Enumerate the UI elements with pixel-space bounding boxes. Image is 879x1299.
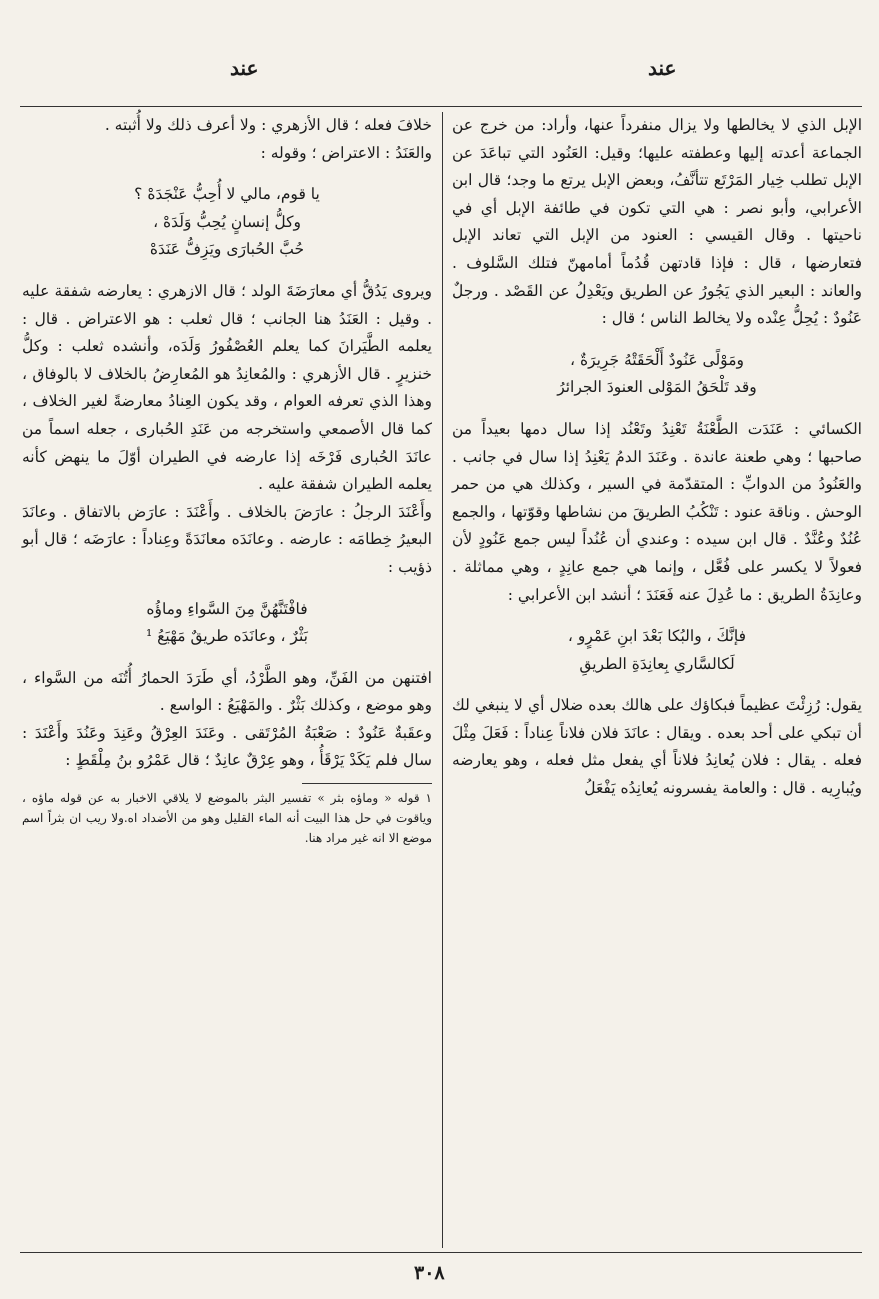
verse-line: يا قوم، مالي لا أُحِبُّ عَنْجَدَهْ ؟: [134, 185, 320, 204]
verse-line: وكلُّ إنسانٍ يُحِبُّ وَلَدَهْ ،: [153, 212, 301, 231]
paragraph: ويروى يَدُقُّ أي معارَضَةَ الولد ؛ قال الازهري : يعارضه شفقة عليه . وقيل : العَنَدُ هنا الجانب ؛ قال ثعلب : هو الاعتراض . قال : يعلمه الطَّيَرانَ كما يعلم العُصْفُورُ وَلَدَه، وأنشده ثعلب : وكلُّ خنزيرٍ . قال الأزهري : والمُعانِدُ هو المُعارِضُ بالخلاف لا بالوفاق ، وهذا الذي تعرفه العوام ، وقد يكون العِنادُ معارضةً لغير الخلاف ، كما قال الأصمعي واستخرجه من عَنَدِ الحُبارى ، جعله اسماً من عانَدَ الحُبارى فَرْخَه إذا عارضه في الطيران أوّلَ ما ينهض كأنه يعلمه الطيران شفقة عليه .: [22, 281, 432, 494]
verse-line: لَكالسَّاري بِعانِدَةِ الطريقِ: [579, 654, 735, 673]
running-header-left: عند: [230, 56, 259, 80]
paragraph: افتنهن من الفَنِّ، وهو الطَّرْدُ، أي طَرَدَ الحمارُ أُتُنَه من السَّواء ، وهو موضع ، وكذلك بَثْرٌ . والمَهْيَعُ : الواسع .: [22, 668, 432, 715]
verse-line: وقد تَلْحَقُ المَوْلى العنودَ الجرائرُ: [557, 378, 757, 397]
verse-line: حُبَّ الحُبارَى ويَزِفُّ عَنَدَهْ: [149, 240, 305, 259]
left-column: [22, 112, 432, 848]
paragraph: وأَعْنَدَ الرجلُ : عارَضَ بالخلاف . وأَعْنَدَ : عارَض بالاتفاق . وعانَدَ البعيرُ خِطامَه : عارضه . وعانَدَه معانَدَةً وعِناداً : عارَضَه ؛ قال أبو ذؤيب :: [22, 502, 432, 576]
paragraph: وعقَبةٌ عَنُودٌ : صَعْبَةُ المُرْتَقى . وعَنَدَ العِرْقُ وعَنِدَ وعَنُدَ وأَعْنَدَ : سال فلم يَكَدْ يَرْقَأُ ، وهو عِرْقٌ عانِدٌ ؛ قال عَمْرُو بنُ مِلْقَطٍ :: [22, 723, 432, 770]
paragraph: يقول: رُزِئْتَ عظيماً فبكاؤك على هالك بعده ضلال أي لا ينبغي لك أن تبكي على أحد بعده . ويقال : عانَدَ فلان فلاناً عِناداً : فَعَلَ مِثْلَ فعله . يقال : فلان يُعانِدُ فلاناً أي يفعل مثل فعله ، وهو يعارضه ويُبارِيه . قال : والعامة يفسرونه يُعانِدُه يَفْعَلُ: [452, 696, 862, 798]
verse-line: ومَوْلًى عَنُودٌ أَلْحَقَتْهُ جَرِيرَةٌ ،: [570, 350, 744, 369]
running-header-right: عند: [648, 56, 677, 80]
footer-rule: [20, 1252, 862, 1253]
column-divider: [442, 112, 443, 1248]
verse-line: بَثْرٌ ، وعانَدَه طريقٌ مَهْيَعُ ¹: [146, 627, 308, 646]
footnote-rule: [302, 783, 432, 784]
page-number: ٣٠٨: [414, 1262, 445, 1284]
paragraph: الإبل الذي لا يخالطها ولا يزال منفرداً عنها، وأراد: من خرج عن الجماعة أعدته إليها وعطفته عليها؛ وقيل: العَنُود التي تباعَدَ عن الإبل تطلب خِيار المَرْتَع تتأنَّفُ، وبعض الإبل يرتع ما وجد؛ قال ابن الأعرابي، وأبو نصر : هي التي تكون في طائفة الإبل أي في ناحيتها . وقال القيسي : العنود من الإبل التي تعاند الإبل فتعارضها ، قال : فإذا قادتهن قُدُماً أمامهنّ فتلك السَّلوف . والعاند : البعير الذي يَجُورُ عن الطريق ويَعْدِلُ عن القَصْد . ورجلٌ عَنُودٌ : يُحِلُّ عِنْده ولا يخالط الناس ؛ قال :: [452, 116, 862, 328]
right-column: [452, 112, 862, 803]
verse-line: فإنَّكَ ، والبُكا بَعْدَ ابنِ عَمْرٍو ،: [567, 627, 747, 646]
verse-line: فافْتَنَّهُنَّ مِنَ السَّواءِ وماؤُه: [146, 599, 308, 618]
paragraph: الكسائي : عَنَدَت الطَّعْنَةُ تَعْنِدُ وتَعْنُد إذا سال دمها بعيداً من صاحبها ؛ وهي طعنة عاندة . وعَنَدَ الدمُ يَعْنِدُ إذا سال في جانب . والعَنُودُ من الدوابِّ : المتقدّمة في السير ، وكذلك هي من حمر الوحش . وناقة عنود : تَنْكُبُ الطريقَ من نشاطها وقوّتها ، والجمع عُنُدٌ وعُنَّدٌ . قال ابن سيده : وعندي أن عُنُداً ليس جمع عَنُودٍ لأن فعولاً لا يكسر على فُعَّل ، وإنما هي جمع عانِدٍ ، وهي مماثلة . وعانِدَةُ الطريق : ما عُدِلَ عنه فَعَنَدَ ؛ أنشد ابن الأعرابي :: [452, 419, 862, 604]
paragraph: خلافَ فعله ؛ قال الأزهري : ولا أعرف ذلك ولا أُثبته .: [104, 116, 432, 134]
header-rule: [20, 106, 862, 107]
footnote: ١ قوله « وماؤه بثر » تفسير البثر بالموضع لا يلاقي الاخبار به عن قوله ماؤه ، وياقوت في حل هذا البيت أنه الماء القليل وهو من الأضداد اه.ولا ريب ان بثراً اسم موضع الا انه غير مراد هنا.: [22, 791, 432, 846]
paragraph: والعَنَدُ : الاعتراض ؛ وقوله :: [260, 143, 432, 162]
